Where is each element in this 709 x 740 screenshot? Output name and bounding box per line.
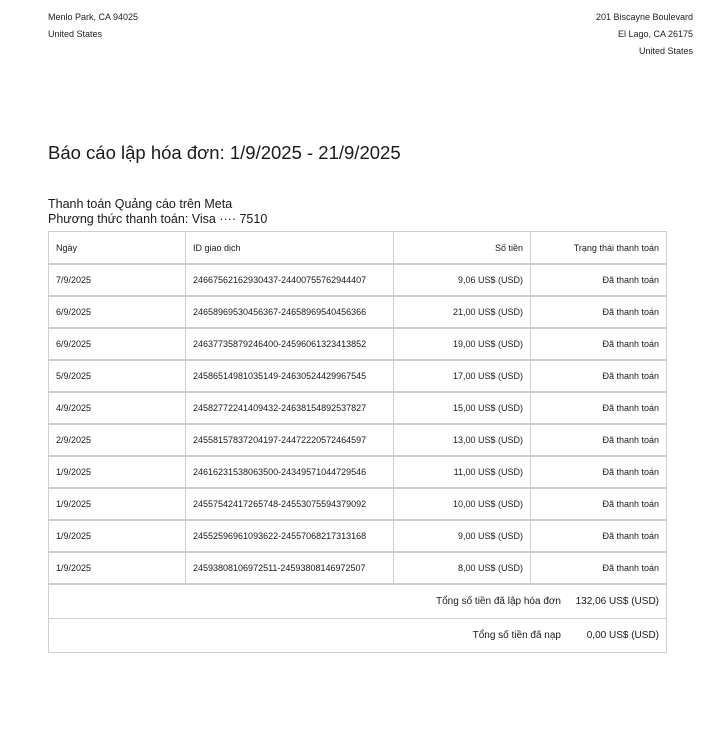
row-transaction-id: 24667562162930437-24400755762944407 — [186, 265, 394, 297]
row-status: Đã thanh toán — [531, 297, 667, 329]
row-transaction-id: 24637735879246400-24596061323413852 — [186, 329, 394, 361]
row-transaction-id: 24557542417265748-24553075594379092 — [186, 489, 394, 521]
row-transaction-id: 24616231538063500-24349571044729546 — [186, 457, 394, 489]
row-amount: 19,00 US$ (USD) — [394, 329, 531, 361]
row-date: 2/9/2025 — [49, 425, 186, 457]
table-row — [49, 489, 667, 521]
row-date: 1/9/2025 — [49, 489, 186, 521]
recipient-address-line: United States — [48, 29, 103, 39]
total-billed-cell — [49, 585, 667, 619]
row-transaction-id: 24586514981035149-24630524429967545 — [186, 361, 394, 393]
row-date: 1/9/2025 — [49, 521, 186, 553]
billing-address — [596, 9, 693, 60]
table-row — [49, 329, 667, 361]
column-header-transaction-id: ID giao dịch — [186, 232, 394, 265]
column-header-status: Trạng thái thanh toán — [531, 232, 667, 265]
total-billed-row — [49, 585, 667, 619]
table-row — [49, 297, 667, 329]
table-row — [49, 425, 667, 457]
transactions-table — [48, 231, 667, 653]
table-header-row — [49, 232, 667, 265]
row-status: Đã thanh toán — [531, 265, 667, 297]
row-status: Đã thanh toán — [531, 457, 667, 489]
row-amount: 8,00 US$ (USD) — [394, 553, 531, 585]
table-row — [49, 393, 667, 425]
row-status: Đã thanh toán — [531, 361, 667, 393]
row-amount: 15,00 US$ (USD) — [394, 393, 531, 425]
row-transaction-id: 24658969530456367-24658969540456366 — [186, 297, 394, 329]
total-deposited-row — [49, 619, 667, 653]
row-amount: 21,00 US$ (USD) — [394, 297, 531, 329]
table-row — [49, 521, 667, 553]
total-deposited-label: Tổng số tiền đã nạp — [472, 630, 561, 641]
section-heading: Thanh toán Quảng cáo trên Meta — [48, 197, 233, 211]
column-header-amount: Số tiền — [394, 232, 531, 265]
row-status: Đã thanh toán — [531, 329, 667, 361]
billing-address-line: United States — [638, 46, 693, 56]
total-deposited-value: 0,00 US$ (USD) — [586, 630, 659, 641]
row-date: 1/9/2025 — [49, 553, 186, 585]
row-amount: 13,00 US$ (USD) — [394, 425, 531, 457]
row-transaction-id: 24552596961093622-24557068217313168 — [186, 521, 394, 553]
billing-address-line: 201 Biscayne Boulevard — [595, 12, 693, 22]
row-date: 5/9/2025 — [49, 361, 186, 393]
total-deposited-cell — [49, 619, 667, 653]
row-status: Đã thanh toán — [531, 393, 667, 425]
row-amount: 11,00 US$ (USD) — [394, 457, 531, 489]
row-status: Đã thanh toán — [531, 553, 667, 585]
row-date: 6/9/2025 — [49, 329, 186, 361]
row-date: 1/9/2025 — [49, 457, 186, 489]
row-transaction-id: 24558157837204197-24472220572464597 — [186, 425, 394, 457]
table-row — [49, 361, 667, 393]
table-row — [49, 457, 667, 489]
row-status: Đã thanh toán — [531, 425, 667, 457]
table-row — [49, 553, 667, 585]
report-title: Báo cáo lập hóa đơn: 1/9/2025 - 21/9/2025 — [48, 142, 401, 163]
row-amount: 10,00 US$ (USD) — [394, 489, 531, 521]
recipient-address-line: Menlo Park, CA 94025 — [48, 12, 139, 22]
row-status: Đã thanh toán — [531, 521, 667, 553]
row-status: Đã thanh toán — [531, 489, 667, 521]
total-billed-value: 132,06 US$ (USD) — [575, 596, 659, 607]
row-date: 4/9/2025 — [49, 393, 186, 425]
column-header-date: Ngày — [49, 232, 186, 265]
row-date: 6/9/2025 — [49, 297, 186, 329]
row-amount: 9,00 US$ (USD) — [394, 521, 531, 553]
payment-method: Phương thức thanh toán: Visa ···· 7510 — [48, 212, 268, 226]
row-amount: 17,00 US$ (USD) — [394, 361, 531, 393]
row-amount: 9,06 US$ (USD) — [394, 265, 531, 297]
row-transaction-id: 24582772241409432-24638154892537827 — [186, 393, 394, 425]
total-billed-label: Tổng số tiền đã lập hóa đơn — [436, 596, 561, 607]
recipient-address — [48, 9, 138, 43]
payment-section-header — [48, 197, 267, 227]
table-row — [49, 265, 667, 297]
billing-address-line: El Lago, CA 26175 — [617, 29, 693, 39]
row-transaction-id: 24593808106972511-24593808146972507 — [186, 553, 394, 585]
row-date: 7/9/2025 — [49, 265, 186, 297]
